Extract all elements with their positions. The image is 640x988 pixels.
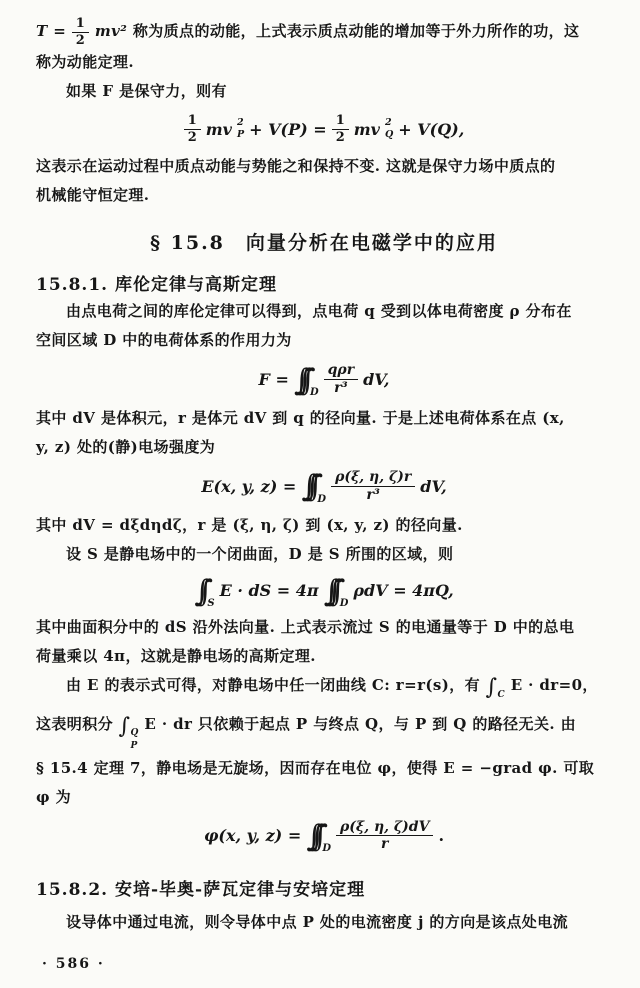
integral-limit-D: D: [322, 843, 331, 855]
var-mv-squared: mv²: [94, 22, 128, 41]
text-line: 其中 dV 是体积元，r 是体元 dV 到 q 的径向量. 于是上述电荷体系在点 (x,: [36, 408, 565, 427]
text-line: 机械能守恒定理.: [36, 186, 150, 205]
paragraph-field: [36, 404, 612, 462]
integral-limits-P-Q: Q P: [130, 727, 139, 752]
fraction-one-half: $\frac{1}{2}$: [332, 113, 349, 145]
fraction-one-half: $\frac{1}{2}$: [72, 16, 89, 48]
integral-icon: ∫: [118, 713, 131, 739]
lhs-E: E(x, y, z) =: [201, 476, 297, 496]
text-run: E · dr 只依赖于起点 P 与终点 Q，与 P 到 Q 的路径无关. 由: [144, 714, 576, 733]
paragraph-flux: [36, 613, 612, 671]
term-rho-dV: ρdV = 4πQ,: [353, 581, 454, 601]
triple-integral-icon: ∫∫∫: [293, 362, 303, 398]
fraction-rho-r3: $\frac{\rho(\xi, \eta, \zeta)r}{\text{r³}}$: [331, 469, 415, 504]
equation-e-field: [36, 469, 612, 504]
supsub-2-P: 2 P: [236, 117, 245, 141]
text-line: 空间区域 D 中的电荷体系的作用力为: [36, 331, 292, 350]
equation-gauss: [36, 573, 612, 610]
equation-potential: [36, 819, 612, 854]
triple-integral-icon: ∫∫∫: [301, 469, 311, 505]
text-run: E · dr=0，: [510, 675, 598, 694]
text-line: 设导体中通过电流，则令导体中点 P 处的电流密度 j 的方向是该点处电流: [66, 913, 568, 932]
paragraph-gauss-setup: [36, 511, 612, 569]
double-integral-icon: ∫∫: [194, 573, 201, 609]
supsub-2-Q: 2 Q: [384, 117, 394, 141]
integral-limit-S: S: [207, 598, 215, 610]
integral-limit-C: C: [497, 689, 506, 700]
subsection-heading-1581: 15.8.1. 库伦定律与高斯定理: [36, 275, 277, 296]
integral-icon: ∫: [485, 674, 498, 700]
term-dV: dV,: [420, 476, 447, 496]
section-heading: § 15.8 向量分析在电磁学中的应用: [150, 232, 498, 255]
text-line: y, z) 处的(静)电场强度为: [36, 437, 216, 456]
fraction-rho-dV-r: $\frac{\rho(\xi, \eta, \zeta)dV}{r}$: [336, 819, 433, 854]
subsection-heading-1582: 15.8.2. 安培-毕奥-萨瓦定律与安培定理: [36, 880, 366, 901]
text-line: [36, 710, 612, 754]
term-mv: mv: [205, 119, 232, 139]
text-line: 荷量乘以 4π，这就是静电场的高斯定理.: [36, 646, 316, 665]
term-mv: mv: [353, 119, 380, 139]
term-plus-VQ: + V(Q),: [398, 119, 465, 139]
paragraph-current: [36, 908, 612, 937]
fraction-qpr-r3: $\frac{\text{qρr}}{\text{r³}}$: [324, 362, 358, 397]
text-run: 称为质点的动能，上式表示质点动能的增加等于外力所作的功，这: [132, 22, 580, 41]
text-run: 由 E 的表示式可得，对静电场中任一闭曲线 C: r=r(s)，有: [66, 675, 481, 694]
page-number: · 586 ·: [42, 956, 105, 972]
fraction-one-half: $\frac{1}{2}$: [184, 113, 201, 145]
lhs-F: F =: [258, 370, 289, 390]
triple-integral-icon: ∫∫∫: [323, 573, 333, 609]
text-line: 其中曲面积分中的 dS 沿外法向量. 上式表示流过 S 的电通量等于 D 中的总电: [36, 617, 575, 636]
term-plus-VP: + V(P) =: [249, 119, 327, 139]
text-run: 这表明积分: [36, 714, 114, 733]
text-line: 设 S 是静电场中的一个闭曲面，D 是 S 所围的区域，则: [66, 544, 454, 563]
var-T: T: [36, 22, 48, 41]
text-line: 如果 F 是保守力，则有: [66, 82, 227, 101]
lhs-phi: φ(x, y, z) =: [203, 826, 302, 846]
text-line: 称为动能定理.: [36, 53, 135, 72]
integral-limit-D: D: [317, 493, 327, 505]
text-line: § 15.4 定理 7，静电场是无旋场，因而存在电位 φ，使得 E = −grad φ. 可取: [36, 758, 595, 777]
paragraph-potential: [36, 671, 612, 812]
equation-force: [36, 362, 612, 397]
text-line: 其中 dV = dξdηdζ，r 是 (ξ, η, ζ) 到 (x, y, z) 的径向量.: [36, 515, 463, 534]
paragraph-coulomb: [36, 297, 612, 355]
paragraph-conservation: [36, 152, 612, 210]
equals-sign: =: [53, 22, 67, 41]
paragraph-kinetic-energy: [36, 16, 612, 106]
period: .: [438, 826, 445, 846]
text-line: φ 为: [36, 787, 71, 806]
term-EdS: E · dS = 4π: [219, 581, 319, 601]
triple-integral-icon: ∫∫∫: [306, 818, 316, 854]
text-line: 由点电荷之间的库伦定律可以得到，点电荷 q 受到以体电荷密度 ρ 分布在: [66, 302, 572, 321]
equation-energy-conservation: [36, 113, 612, 145]
integral-limit-D: D: [339, 598, 349, 610]
text-line: [36, 671, 612, 710]
integral-limit-D: D: [309, 387, 319, 399]
text-line: 这表示在运动过程中质点动能与势能之和保持不变. 这就是保守力场中质点的: [36, 157, 556, 176]
text-line: [36, 16, 612, 48]
term-dV: dV,: [363, 370, 390, 390]
